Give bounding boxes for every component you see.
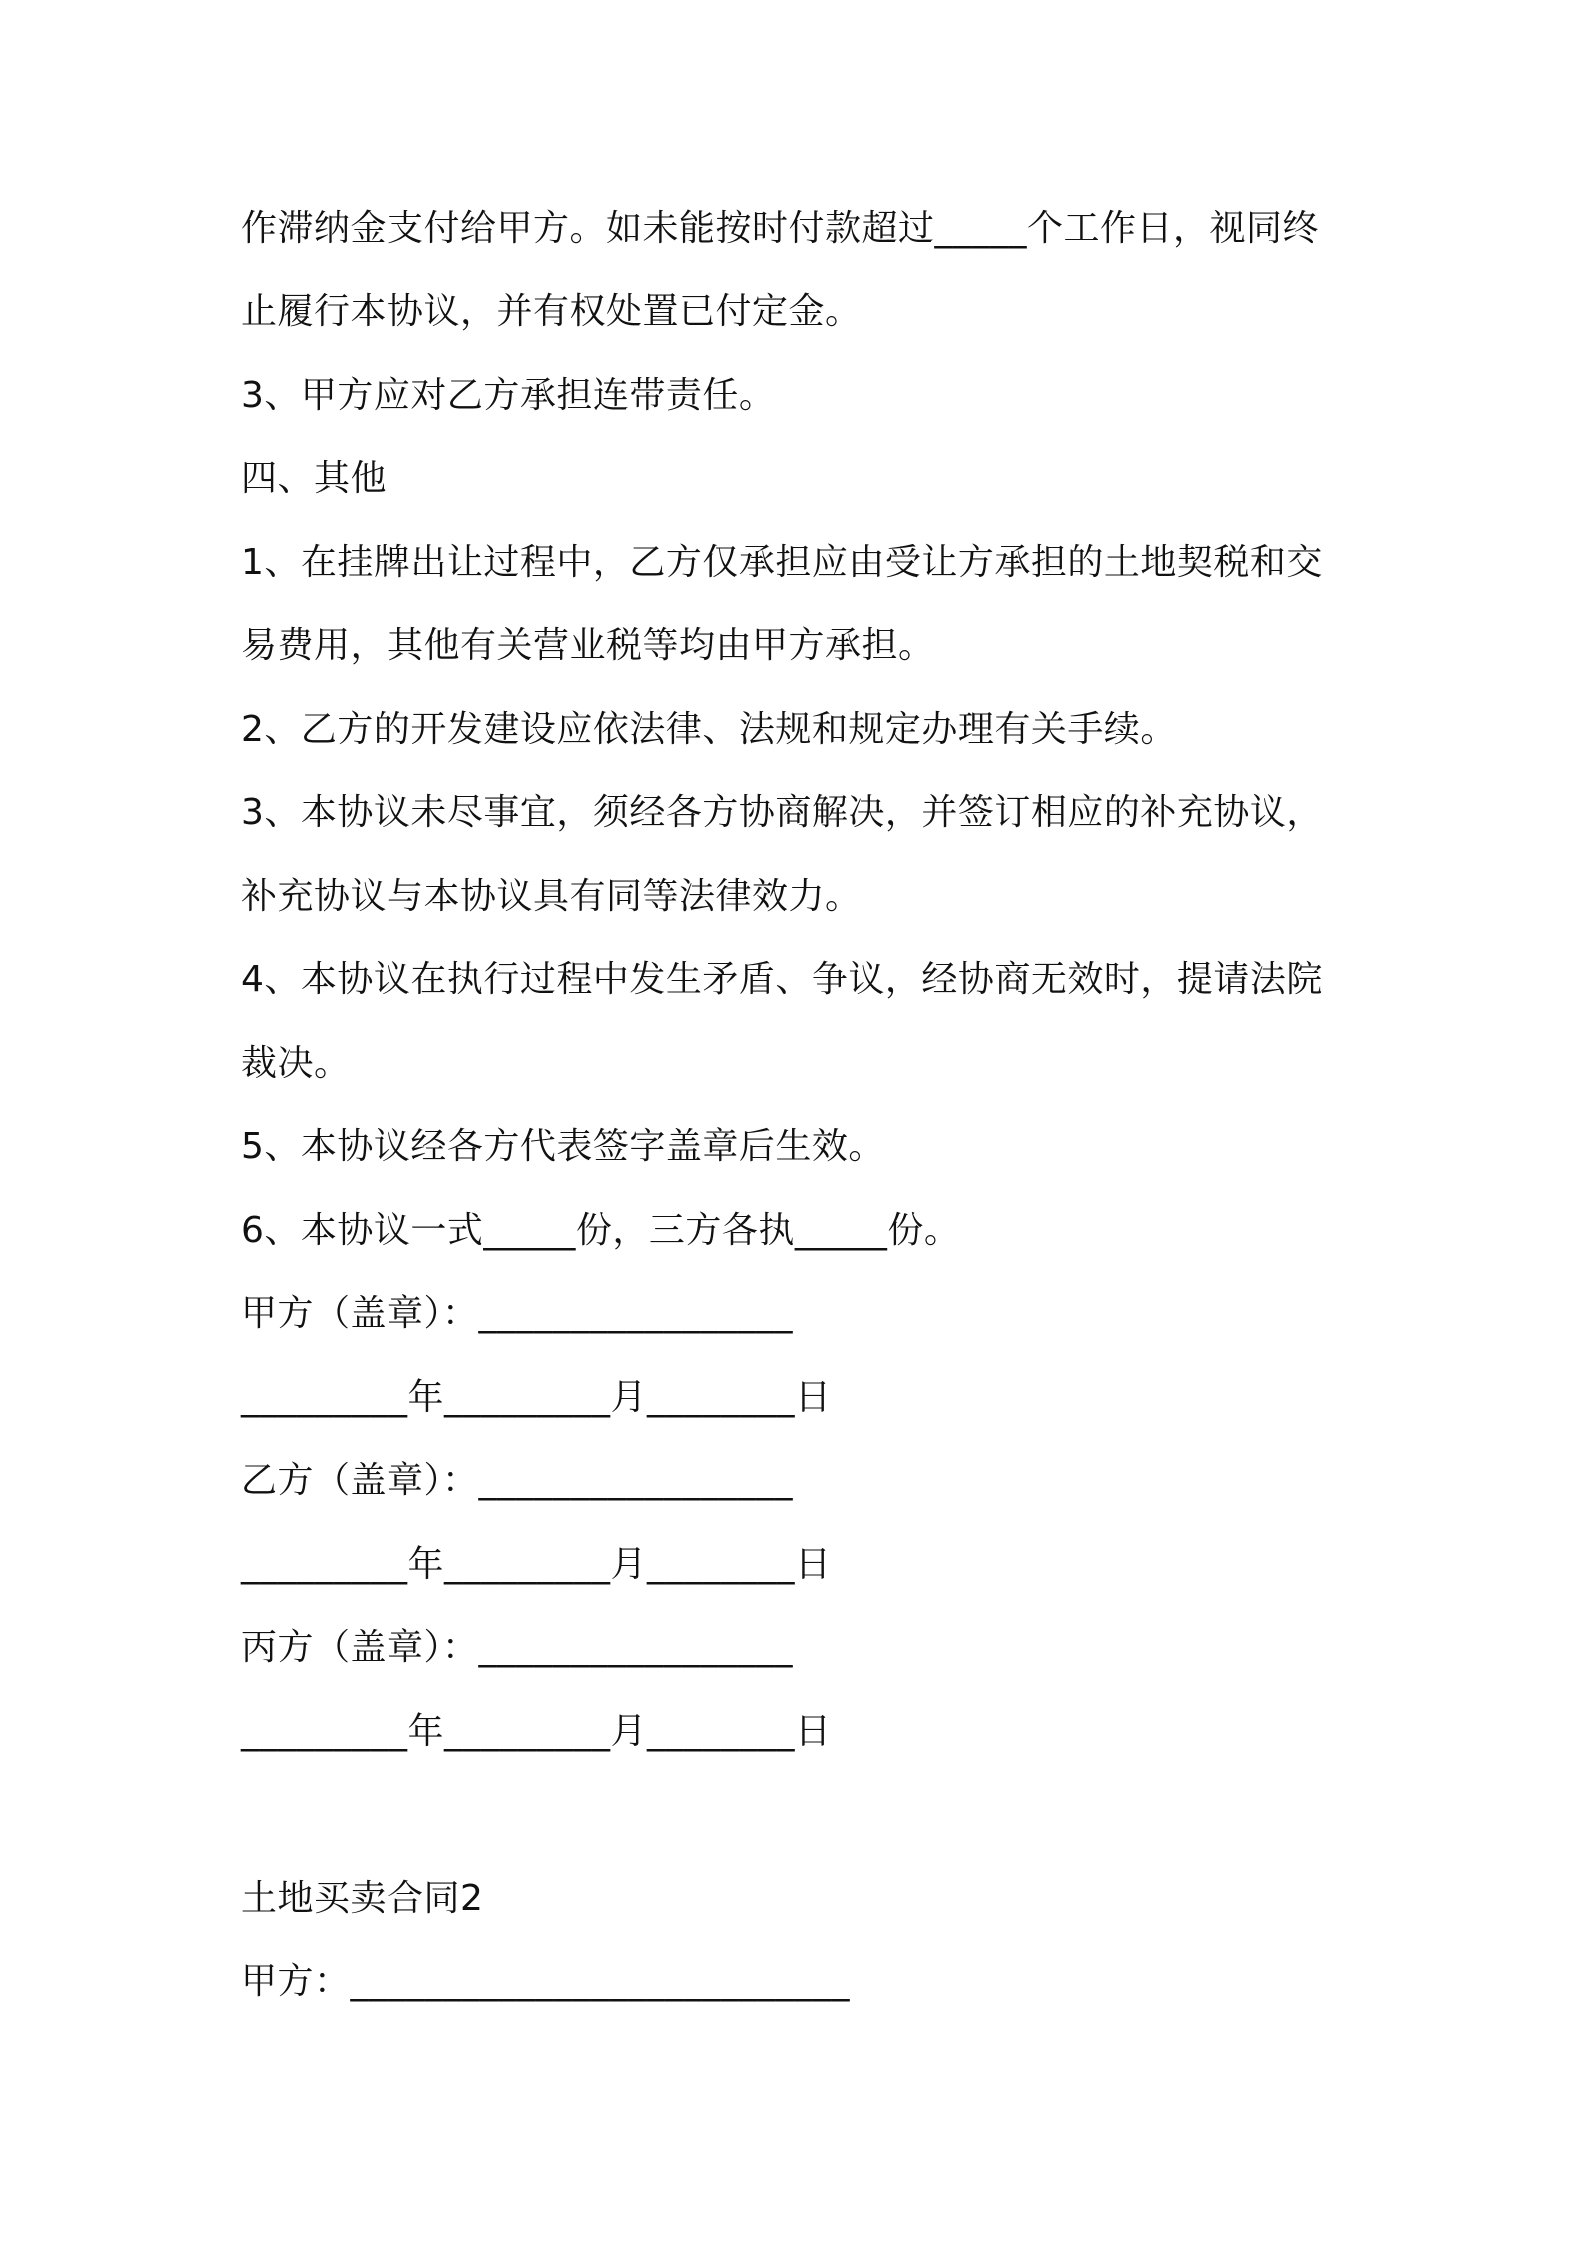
text-line: 易费用，其他有关营业税等均由甲方承担。 <box>241 625 935 666</box>
text-line: 6、本协议一式_____份，三方各执_____份。 <box>241 1210 961 1251</box>
date-line: _________年_________月________日 <box>241 1711 832 1752</box>
text-line: 2、乙方的开发建设应依法律、法规和规定办理有关手续。 <box>241 709 1177 750</box>
text-line: 3、本协议未尽事宜，须经各方协商解决，并签订相应的补充协议， <box>241 792 1323 833</box>
date-line: _________年_________月________日 <box>241 1544 832 1585</box>
party-a-line: 甲方：___________________________ <box>241 1961 851 2002</box>
date-line: _________年_________月________日 <box>241 1377 832 1418</box>
text-line: 3、甲方应对乙方承担连带责任。 <box>241 375 776 416</box>
contract-title: 土地买卖合同2 <box>241 1878 484 1919</box>
text-line: 止履行本协议，并有权处置已付定金。 <box>241 291 862 332</box>
text-line: 4、本协议在执行过程中发生矛盾、争议，经协商无效时，提请法院 <box>241 959 1323 1000</box>
text-line: 5、本协议经各方代表签字盖章后生效。 <box>241 1126 885 1167</box>
text-line: 补充协议与本协议具有同等法律效力。 <box>241 876 862 917</box>
text-line: 1、在挂牌出让过程中，乙方仅承担应由受让方承担的土地契税和交 <box>241 542 1323 583</box>
signature-party-a: 甲方（盖章）：_________________ <box>241 1293 794 1334</box>
signature-party-b: 乙方（盖章）：_________________ <box>241 1460 794 1501</box>
text-line: 裁决。 <box>241 1043 351 1084</box>
text-line: 作滞纳金支付给甲方。如未能按时付款超过_____个工作日，视同终 <box>241 208 1320 249</box>
signature-party-c: 丙方（盖章）：_________________ <box>241 1627 794 1668</box>
section-heading: 四、其他 <box>241 458 388 499</box>
